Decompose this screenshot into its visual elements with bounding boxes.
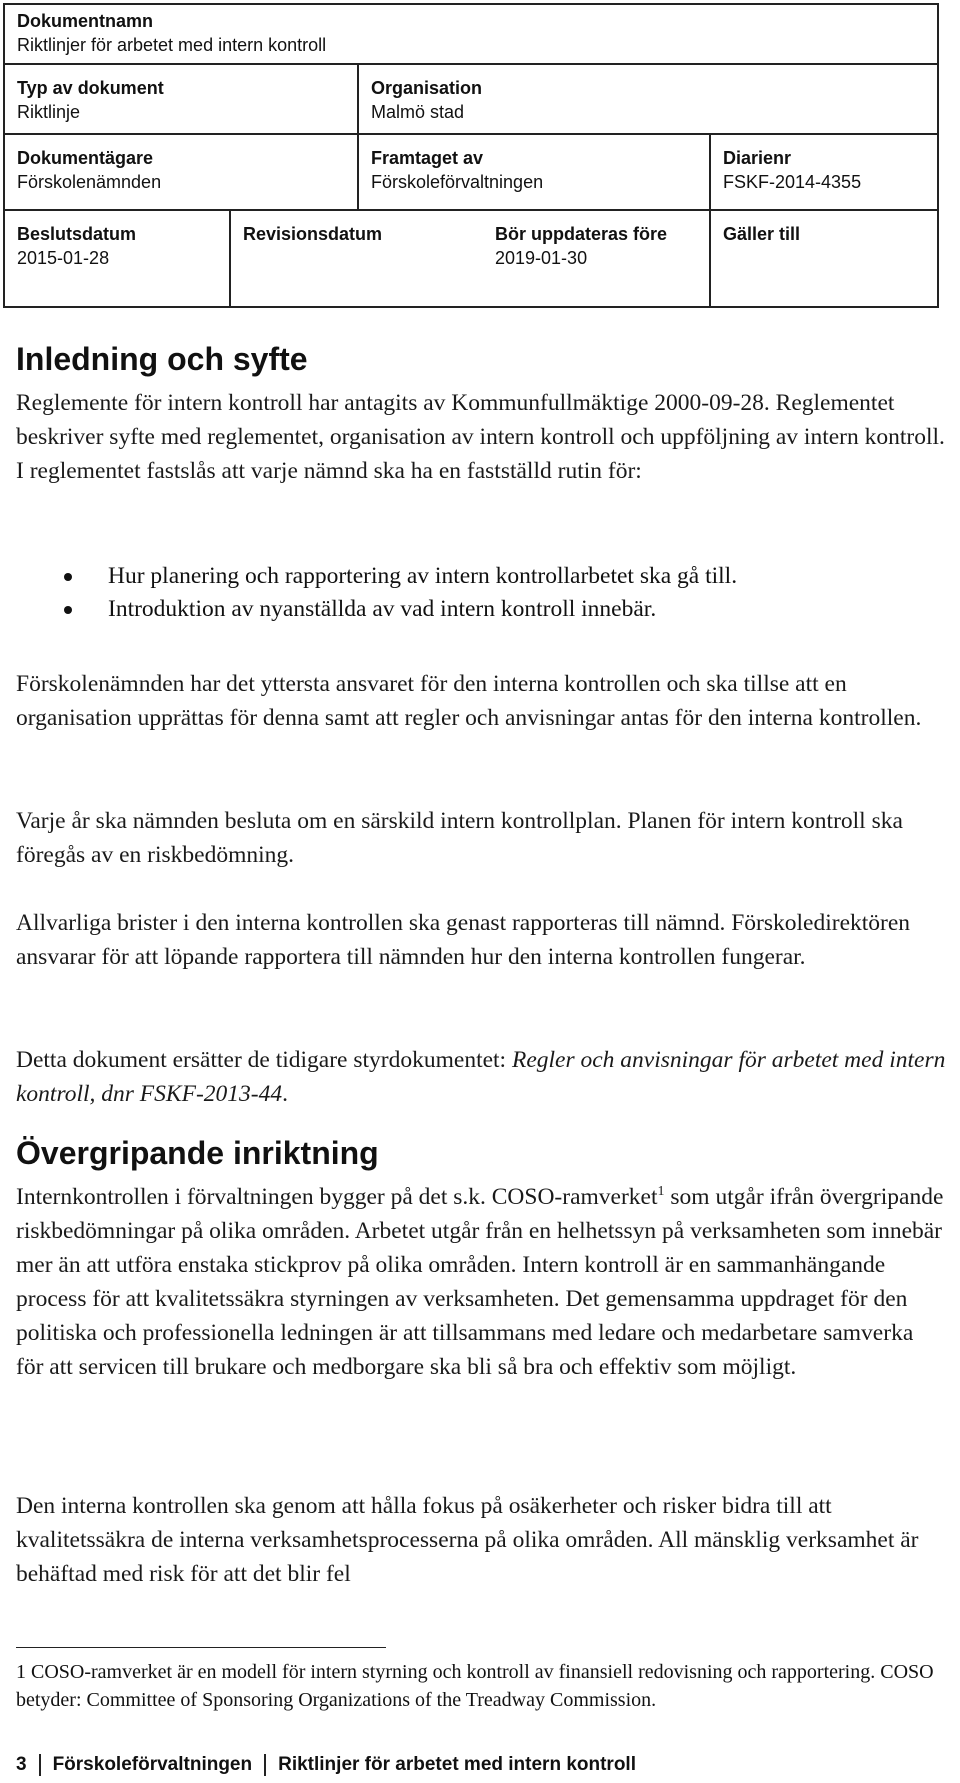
meta-value: FSKF-2014-4355 — [723, 172, 862, 192]
paragraph: Reglemente för intern kontroll har antagits av Kommunfullmäktige 2000-09-28. Reglementet beskriver syfte med reglementet, organisation av intern kontroll och uppföljning av intern kontroll. I reglementet fastslås att varje nämnd ska ha en fastställd rutin för: — [16, 390, 945, 484]
meta-value: 2015-01-28 — [17, 248, 110, 268]
meta-diarienr — [709, 135, 937, 209]
list-item — [16, 593, 946, 626]
footer-divider — [39, 1754, 41, 1776]
bullet-icon — [64, 573, 72, 581]
paragraph-replaces — [16, 1043, 946, 1111]
footnote-number: 1 — [16, 1661, 26, 1683]
list-item-text: Introduktion av nyanställda av vad intern kontroll innebär. — [108, 596, 657, 622]
meta-uppdateras — [483, 211, 709, 306]
paragraph-coso — [16, 1180, 946, 1384]
meta-revisionsdatum — [229, 211, 483, 306]
footer-title: Riktlinjer för arbetet med intern kontroll — [278, 1754, 636, 1775]
meta-label: Gäller till — [723, 224, 801, 244]
paragraph: Allvarliga brister i den interna kontrollen ska genast rapporteras till nämnd. Förskoledirektören ansvarar för att löpande rapportera till nämnden hur den interna kontrollen fungerar. — [16, 910, 911, 970]
meta-row-4 — [5, 211, 937, 306]
section-heading-inledning: Inledning och syfte — [16, 341, 308, 377]
meta-label: Diarienr — [723, 148, 792, 168]
footnote-text: COSO-ramverket är en modell för intern styrning och kontroll av finansiell redovisning och rapportering. COSO betyder: Committee of Sponsoring Organizations of the Treadway Commission. — [16, 1661, 934, 1711]
paragraph: Varje år ska nämnden besluta om en särskild intern kontrollplan. Planen för intern kontroll ska föregås av en riskbedömning. — [16, 808, 903, 868]
footnote — [16, 1658, 946, 1714]
meta-label: Typ av dokument — [17, 78, 164, 98]
meta-value: Förskoleförvaltningen — [371, 172, 544, 192]
meta-organisation — [357, 65, 937, 133]
replaces-lead: Detta dokument ersätter de tidigare styrdokumentet: — [16, 1047, 512, 1073]
section-heading-inriktning: Övergripande inriktning — [16, 1135, 379, 1171]
meta-value: Förskolenämnden — [17, 172, 162, 192]
meta-value: Malmö stad — [371, 102, 465, 122]
replaced-document-title: Regler och anvisningar för arbetet med intern kontroll, dnr FSKF-2013-44 — [16, 1047, 946, 1107]
footer-divider — [264, 1754, 266, 1776]
paragraph: Den interna kontrollen ska genom att hålla fokus på osäkerheter och risker bidra till att kvalitetssäkra de interna verksamhetsprocesserna på olika områden. All mänsklig verksamhet är behäftad med risk för att det blir fel — [16, 1493, 919, 1587]
coso-rest: som utgår ifrån övergripande riskbedömningar på olika områden. Arbetet utgår från en helhetssyn på verksamheten som innebär mer än att utföra enstaka stickprov på olika områden. Intern kontroll är en sammanhängande process för att kvalitetssäkra styrningen av verksamheten. Det gemensamma uppdraget för den politiska och professionella ledningen är att tillsammans med ledare och medarbetare samverka för att servicen till brukare och medborgare ska bli så bra och effektiv som möjligt. — [16, 1184, 944, 1380]
meta-galler — [709, 211, 937, 306]
meta-label: Organisation — [371, 78, 483, 98]
meta-value: 2019-01-30 — [495, 248, 588, 268]
meta-row-3 — [5, 135, 937, 211]
document-metadata-table — [3, 3, 939, 308]
list-item — [16, 560, 946, 593]
replaces-end: . — [282, 1081, 288, 1107]
meta-label: Dokumentnamn — [17, 11, 154, 31]
meta-agare — [5, 135, 357, 209]
meta-typ — [5, 65, 357, 133]
meta-label: Beslutsdatum — [17, 224, 137, 244]
footnote-ref[interactable]: 1 — [657, 1184, 665, 1200]
meta-label: Dokumentägare — [17, 148, 154, 168]
page-number: 3 — [16, 1754, 27, 1775]
meta-value: Riktlinjer för arbetet med intern kontroll — [17, 35, 327, 55]
meta-beslutsdatum — [5, 211, 229, 306]
meta-label: Revisionsdatum — [243, 224, 383, 244]
footnote-divider — [16, 1647, 386, 1648]
paragraph: Förskolenämnden har det yttersta ansvaret för den interna kontrollen och ska tillse att en organisation upprättas för denna samt att regler och anvisningar antas för den interna kontrollen. — [16, 671, 922, 731]
meta-row-1 — [5, 5, 937, 65]
bullet-icon — [64, 606, 72, 614]
footer-org: Förskoleförvaltningen — [52, 1754, 253, 1775]
bullet-list — [16, 560, 946, 626]
coso-lead: Internkontrollen i förvaltningen bygger på det s.k. COSO-ramverket — [16, 1184, 658, 1210]
meta-dokumentnamn — [5, 5, 937, 63]
meta-row-2 — [5, 65, 937, 135]
meta-framtaget — [357, 135, 709, 209]
meta-value: Riktlinje — [17, 102, 81, 122]
page-footer — [16, 1752, 636, 1778]
list-item-text: Hur planering och rapportering av intern kontrollarbetet ska gå till. — [108, 563, 738, 589]
meta-label: Framtaget av — [371, 148, 484, 168]
meta-label: Bör uppdateras före — [495, 224, 668, 244]
